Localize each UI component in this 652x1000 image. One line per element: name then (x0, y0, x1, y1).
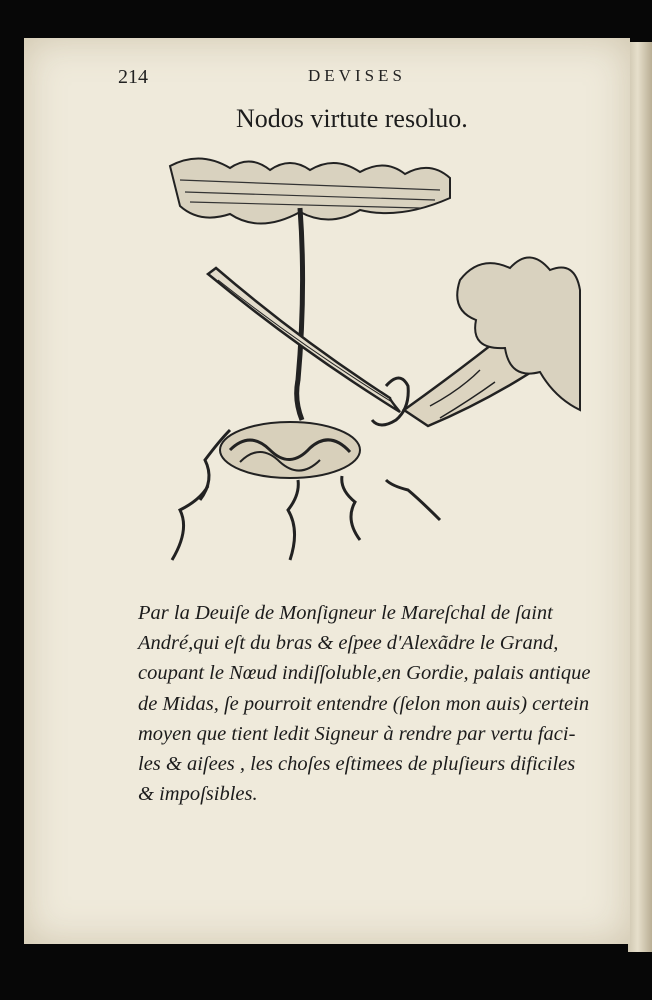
body-line: de Midas, ſe pourroit entendre (ſelon mon auis) certein (138, 692, 590, 715)
motto-title: Nodos virtute resoluo. (236, 104, 468, 133)
page-number: 214 (118, 66, 148, 88)
body-line: Par la Deuiſe de Monſigneur le Mareſchal de ſaint (138, 602, 553, 624)
body-line: André,qui eſt du bras & eſpee d'Alexãdre le Grand, (138, 632, 559, 655)
body-line: moyen que tient ledit Signeur à rendre par vertu faci- (138, 722, 576, 745)
body-line: coupant le Nœud indiſſoluble,en Gordie, palais antique (138, 662, 591, 685)
body-line: les & aiſees , les choſes eſtimees de pluſieurs dificiles (138, 753, 576, 776)
body-line: & impoſsibles. (138, 783, 258, 806)
body-paragraph (138, 598, 618, 809)
rope (297, 208, 303, 420)
running-head: DEVISES (308, 66, 406, 85)
sword-cutting-gordian-knot-icon (160, 150, 590, 570)
next-page-edge (628, 42, 652, 952)
top-cloud (170, 158, 450, 223)
